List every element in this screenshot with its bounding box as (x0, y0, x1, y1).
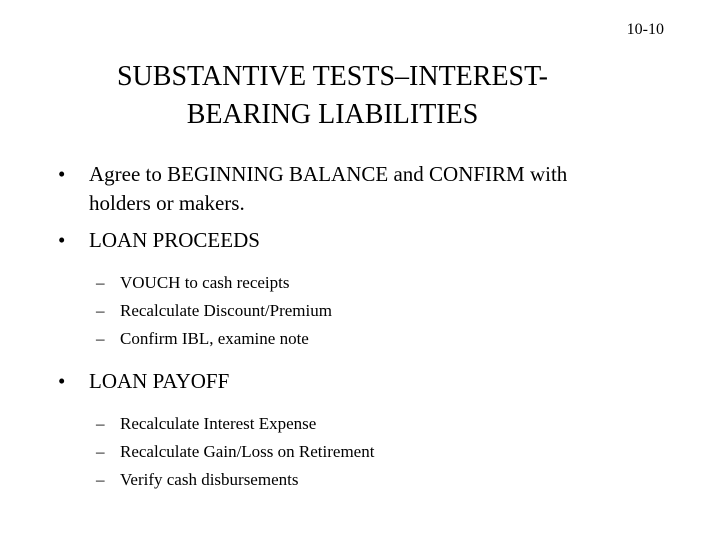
dash-icon: – (96, 301, 105, 320)
bullet-icon: • (58, 162, 66, 186)
sub-item-vouch-receipts (58, 269, 698, 297)
bullet-item-loan-proceeds (58, 226, 698, 255)
sub-item-recalc-discount (58, 297, 698, 325)
sub-item-confirm-ibl (58, 325, 698, 353)
bullet-text-line-1: Agree to BEGINNING BALANCE and CONFIRM with (89, 162, 568, 186)
page-number: 10-10 (626, 21, 664, 38)
bullet-item-confirm (58, 160, 698, 218)
title-line-1: SUBSTANTIVE TESTS–INTEREST- (116, 61, 548, 92)
sub-item-recalc-interest (58, 410, 698, 438)
sub-item-text: Recalculate Discount/Premium (120, 301, 332, 320)
sub-item-text: Confirm IBL, examine note (120, 329, 309, 348)
sub-item-verify-disbursements (58, 466, 698, 494)
dash-icon: – (96, 442, 105, 461)
dash-icon: – (96, 470, 105, 489)
bullet-icon: • (58, 369, 66, 393)
bullet-item-loan-payoff (58, 367, 698, 396)
sub-item-text: Verify cash disbursements (120, 470, 299, 489)
bullet-text: LOAN PAYOFF (89, 369, 230, 393)
sub-item-text: Recalculate Interest Expense (120, 414, 317, 433)
dash-icon: – (96, 273, 105, 292)
slide-title (0, 58, 665, 134)
sub-item-recalc-gain-loss (58, 438, 698, 466)
bullet-icon: • (58, 228, 66, 252)
dash-icon: – (96, 414, 105, 433)
sub-item-text: Recalculate Gain/Loss on Retirement (120, 442, 375, 461)
bullet-text: LOAN PROCEEDS (89, 228, 260, 252)
dash-icon: – (96, 329, 105, 348)
bullet-text-line-2: holders or makers. (89, 191, 245, 215)
bullet-list (58, 160, 698, 494)
sub-item-text: VOUCH to cash receipts (120, 273, 290, 292)
title-line-2: BEARING LIABILITIES (186, 99, 479, 130)
